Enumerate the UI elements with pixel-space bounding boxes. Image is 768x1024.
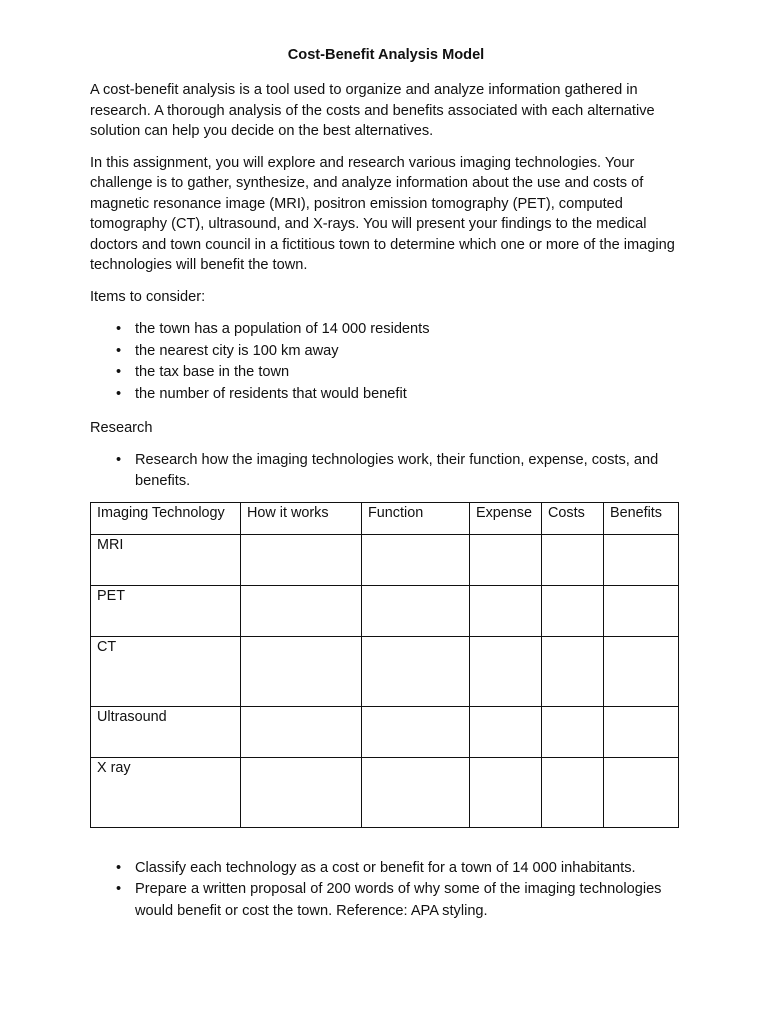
list-item-text: Prepare a written proposal of 200 words of why some of the imaging technologies would benefit or cost the town. Reference: APA styling. [135,881,662,919]
row-label: X ray [91,757,241,827]
research-heading: Research [90,420,153,436]
tasks-list [90,858,682,923]
research-list [90,450,682,493]
items-heading: Items to consider: [90,288,206,305]
table-row [91,636,679,706]
list-item-text: the tax base in the town [135,364,290,380]
table-cell [470,585,542,636]
table-cell [604,585,679,636]
list-item [90,362,682,384]
column-header: Benefits [604,502,679,534]
row-label: PET [91,585,241,636]
table-cell [362,757,470,827]
table-cell [241,636,362,706]
considerations-list [90,319,682,405]
table-cell [604,757,679,827]
list-item [90,384,682,406]
column-header: Costs [542,502,604,534]
bullet-icon: • [116,881,122,897]
list-item-text: the nearest city is 100 km away [135,342,339,359]
table-cell [470,757,542,827]
column-header: Expense [470,502,542,534]
table-cell [362,636,470,706]
bullet-icon: • [116,342,122,359]
row-label: CT [91,636,241,706]
table-header-row [91,502,679,534]
row-label: MRI [91,534,241,585]
imaging-technology-table [90,502,679,828]
list-item-text: the number of residents that would benefit [135,385,407,402]
table-cell [362,534,470,585]
document-page [90,44,682,935]
table-cell [542,585,604,636]
list-item [90,319,682,341]
table-row [91,757,679,827]
table-row [91,585,679,636]
table-cell [542,757,604,827]
table-cell [362,585,470,636]
table-cell [362,706,470,757]
column-header: Imaging Technology [91,502,241,534]
table-cell [241,757,362,827]
bullet-icon: • [116,364,122,380]
table-cell [604,534,679,585]
table-cell [470,706,542,757]
document-title: Cost-Benefit Analysis Model [287,47,485,63]
table-cell [470,534,542,585]
list-item [90,858,682,880]
list-item-text: the town has a population of 14 000 residents [135,321,430,337]
column-header: Function [362,502,470,534]
list-item [90,450,682,493]
table-cell [470,636,542,706]
intro-paragraph: A cost-benefit analysis is a tool used to organize and analyze information gathered in research. A thorough analysis of the costs and benefits associated with each alternative solution can help you decide on the best alternatives. [90,82,655,139]
bullet-icon: • [116,451,122,468]
table-cell [241,585,362,636]
table-cell [604,636,679,706]
table-cell [604,706,679,757]
bullet-icon: • [116,321,122,337]
table-cell [241,706,362,757]
table-cell [241,534,362,585]
table-cell [542,706,604,757]
table-row [91,534,679,585]
list-item [90,341,682,363]
table-cell [542,534,604,585]
list-item [90,879,682,922]
row-label: Ultrasound [91,706,241,757]
bullet-icon: • [116,385,122,402]
column-header: How it works [241,502,362,534]
bullet-icon: • [116,859,122,876]
table-cell [542,636,604,706]
table-row [91,706,679,757]
assignment-paragraph: In this assignment, you will explore and research various imaging technologies. Your challenge is to gather, synthesize, and analyze information about the use and costs of magnetic resonance image (MRI), positron emission tomography (PET), computed tomography (CT), ultrasound, and X-rays. You will present your findings to the medical doctors and town council in a fictitious town to determine which one or more of the imaging technologies will benefit the town. [90,154,675,273]
list-item-text: Research how the imaging technologies work, their function, expense, costs, and benefits. [135,451,659,489]
list-item-text: Classify each technology as a cost or benefit for a town of 14 000 inhabitants. [135,859,636,876]
